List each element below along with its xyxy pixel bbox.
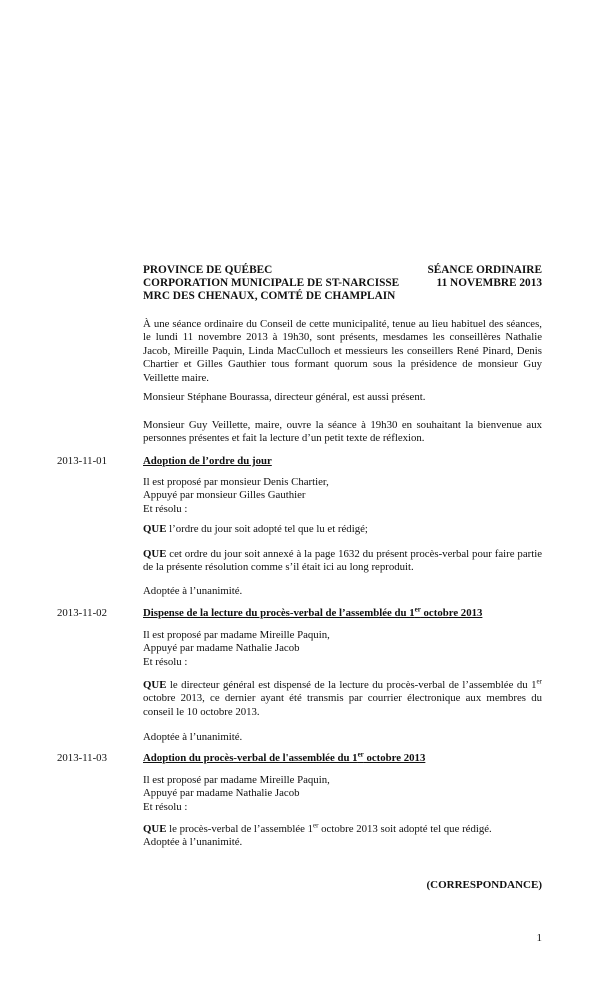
session-date: 11 NOVEMBRE 2013 [436, 277, 542, 289]
clause-text-end: octobre 2013, ce dernier ayant été transmis par courrier électronique aux membres du conseil le 10 octobre 2013. [143, 692, 542, 718]
attendance-text: À une séance ordinaire du Conseil de cette municipalité, tenue au lieu habituel des séances, le lundi 11 novembre 2013 à 19h30, sont présents, mesdames les conseillères Nathalie Jacob, Mireille Paquin, Linda MacCulloch et messieurs les conseillers René Pinard, Denis Chartier et Gilles Gauthier tous formant quorum sous la présidence de monsieur Guy Veillette maire. [143, 318, 542, 384]
correspondance-heading: (CORRESPONDANCE) [426, 879, 542, 891]
title-text: Adoption du procès-verbal de l'assemblée du 1 [143, 752, 358, 764]
seconder-text: Appuyé par madame Nathalie Jacob [143, 642, 300, 655]
document-header [143, 264, 542, 303]
opening-text: Monsieur Guy Veillette, maire, ouvre la séance à 19h30 en souhaitant la bienvenue aux personnes présentes et fait la lecture d’un petit texte de réflexion. [143, 419, 542, 445]
resolution-1-motion [143, 476, 542, 516]
adopted-text: Adoptée à l’unanimité. [143, 836, 243, 849]
clause-superscript: er [536, 677, 542, 686]
clause-text: cet ordre du jour soit annexé à la page 1632 du présent procès-verbal pour faire partie de la présente résolution comme s’il était ici au long reproduit. [143, 548, 542, 574]
intro-attendance-paragraph [143, 318, 542, 385]
title-text-end: octobre 2013 [363, 752, 426, 764]
adopted-text: Adoptée à l’unanimité. [143, 731, 243, 743]
resolution-1-clause-2 [143, 548, 542, 575]
que-keyword: QUE [143, 523, 167, 535]
title-text: Dispense de la lecture du procès-verbal de l’assemblée du 1 [143, 607, 415, 619]
clause-superscript: er [313, 821, 319, 830]
session-type: SÉANCE ORDINAIRE [427, 264, 542, 276]
mover-text: Il est proposé par monsieur Denis Chartier, [143, 476, 329, 488]
resolution-number-3: 2013-11-03 [57, 752, 107, 764]
page-number: 1 [536, 932, 542, 944]
title-text-end: octobre 2013 [420, 607, 483, 619]
clause-text: le procès-verbal de l’assemblée 1 [166, 823, 313, 835]
que-keyword: QUE [143, 548, 167, 560]
mrc-label: MRC DES CHENAUX, COMTÉ DE CHAMPLAIN [143, 290, 396, 302]
resolution-number-1: 2013-11-01 [57, 455, 107, 467]
municipality-label: CORPORATION MUNICIPALE DE ST-NARCISSE [143, 277, 400, 289]
resolution-2-adopted [143, 731, 542, 744]
title-superscript: er [357, 750, 364, 759]
resolution-2-motion [143, 629, 542, 669]
resolution-3-motion [143, 774, 542, 814]
resolved-text: Et résolu : [143, 655, 188, 668]
que-keyword: QUE [143, 823, 167, 835]
mover-text: Il est proposé par madame Mireille Paquin, [143, 629, 330, 641]
header-row-2 [143, 277, 542, 290]
resolved-text: Et résolu : [143, 800, 188, 813]
clause-text: l’ordre du jour soit adopté tel que lu et rédigé; [166, 523, 368, 535]
resolution-title-2 [143, 607, 542, 620]
intro-opening-paragraph [143, 419, 542, 446]
director-text: Monsieur Stéphane Bourassa, directeur général, est aussi présent. [143, 391, 426, 403]
header-row-1 [143, 264, 542, 277]
resolution-1-adopted [143, 585, 542, 598]
header-row-3 [143, 290, 542, 303]
resolution-number-2: 2013-11-02 [57, 607, 107, 619]
title-superscript: er [414, 605, 421, 614]
que-keyword: QUE [143, 679, 167, 691]
adopted-text: Adoptée à l’unanimité. [143, 585, 243, 597]
resolution-2-clause [143, 679, 542, 719]
resolution-title-3 [143, 752, 542, 765]
resolved-text: Et résolu : [143, 502, 188, 515]
province-label: PROVINCE DE QUÉBEC [143, 264, 273, 276]
resolution-title-1: Adoption de l’ordre du jour [143, 455, 272, 467]
clause-text-end: octobre 2013 soit adopté tel que rédigé. [318, 823, 492, 835]
resolution-3-clause [143, 823, 542, 850]
seconder-text: Appuyé par madame Nathalie Jacob [143, 787, 300, 800]
clause-text: le directeur général est dispensé de la lecture du procès-verbal de l’assemblée du 1 [166, 679, 537, 691]
seconder-text: Appuyé par monsieur Gilles Gauthier [143, 489, 306, 502]
mover-text: Il est proposé par madame Mireille Paquin, [143, 774, 330, 786]
intro-director-paragraph [143, 391, 542, 404]
resolution-1-clause-1 [143, 523, 542, 536]
